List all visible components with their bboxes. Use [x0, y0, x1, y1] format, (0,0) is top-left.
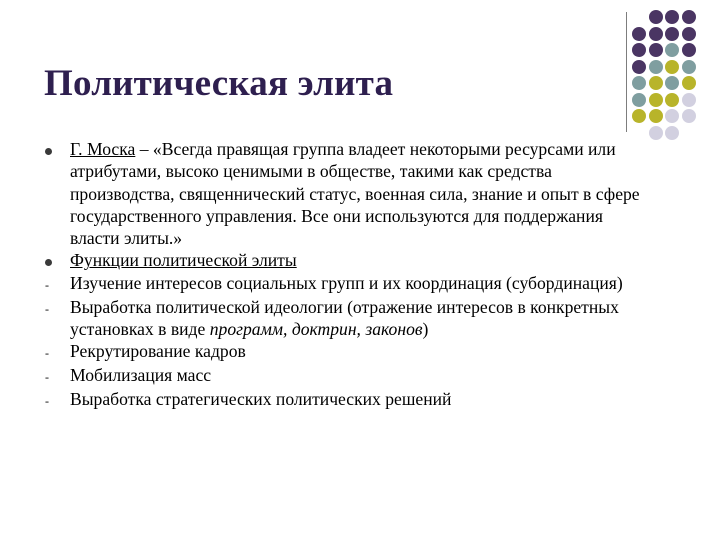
vertical-divider [626, 12, 627, 132]
decor-dot [665, 27, 679, 41]
decor-dot [649, 43, 663, 57]
decor-dot [665, 126, 679, 140]
dash-marker: - [45, 346, 49, 361]
decor-dot [682, 43, 696, 57]
list-item [44, 364, 644, 388]
decor-dot [682, 76, 696, 90]
decor-dot [665, 93, 679, 107]
decor-dot [649, 76, 663, 90]
list-item-text [70, 388, 644, 412]
list-item-text [70, 272, 644, 296]
text-run: Рекрутирование кадров [70, 341, 246, 362]
decor-dot [682, 27, 696, 41]
dash-marker: - [45, 277, 49, 292]
decor-dot [632, 27, 646, 41]
list-item-text [70, 296, 644, 341]
decor-dot [665, 109, 679, 123]
decor-dot [632, 76, 646, 90]
decor-dot [665, 60, 679, 74]
decor-dot [649, 27, 663, 41]
text-run: Мобилизация масс [70, 365, 212, 386]
slide-body [44, 138, 644, 412]
dash-marker: - [45, 370, 49, 385]
text-run: Изучение интересов социальных групп и их координация (субординация) [70, 272, 623, 293]
dash-marker: - [45, 301, 49, 316]
decor-dot [649, 126, 663, 140]
list-item-text [70, 364, 644, 388]
decor-dot [649, 109, 663, 123]
decor-dot [665, 76, 679, 90]
list-item [44, 388, 644, 412]
bullet-icon [45, 259, 52, 266]
decor-dot [682, 93, 696, 107]
text-run: Выработка политической идеологии (отражение интересов в конкретных установках в виде [70, 296, 619, 340]
slide-title: Политическая элита [44, 63, 394, 104]
decor-dot [632, 43, 646, 57]
list-item-text [70, 138, 644, 249]
decor-dot [682, 109, 696, 123]
list-item [44, 249, 644, 271]
list-item [44, 340, 644, 364]
decor-dot [665, 10, 679, 24]
bullet-icon [45, 148, 52, 155]
decor-dot [649, 93, 663, 107]
text-run: программ, доктрин, законов [209, 319, 423, 340]
decor-dot [665, 43, 679, 57]
decor-dot [632, 109, 646, 123]
text-run: – «Всегда правящая группа владеет некоторыми ресурсами или атрибутами, высоко ценимыми в обществе, такими как средства производства, священнический статус, военная сила, знание и опыт в сфере государственного управления. Все они используются для поддержания власти элиты.» [70, 139, 640, 249]
list-item [44, 272, 644, 296]
text-run: Выработка стратегических политических решений [70, 389, 452, 410]
dash-marker: - [45, 394, 49, 409]
text-run: Функции политической элиты [70, 250, 297, 271]
list-item-text [70, 249, 644, 271]
list-item [44, 296, 644, 341]
decor-dot [682, 10, 696, 24]
decor-dot [649, 10, 663, 24]
text-run: ) [422, 319, 429, 340]
text-run: Г. Моска [70, 139, 136, 159]
list-item-text [70, 340, 644, 364]
list-item [44, 138, 644, 249]
decor-dot [632, 60, 646, 74]
decor-dot [632, 93, 646, 107]
decor-dot [649, 60, 663, 74]
decor-dot [682, 60, 696, 74]
